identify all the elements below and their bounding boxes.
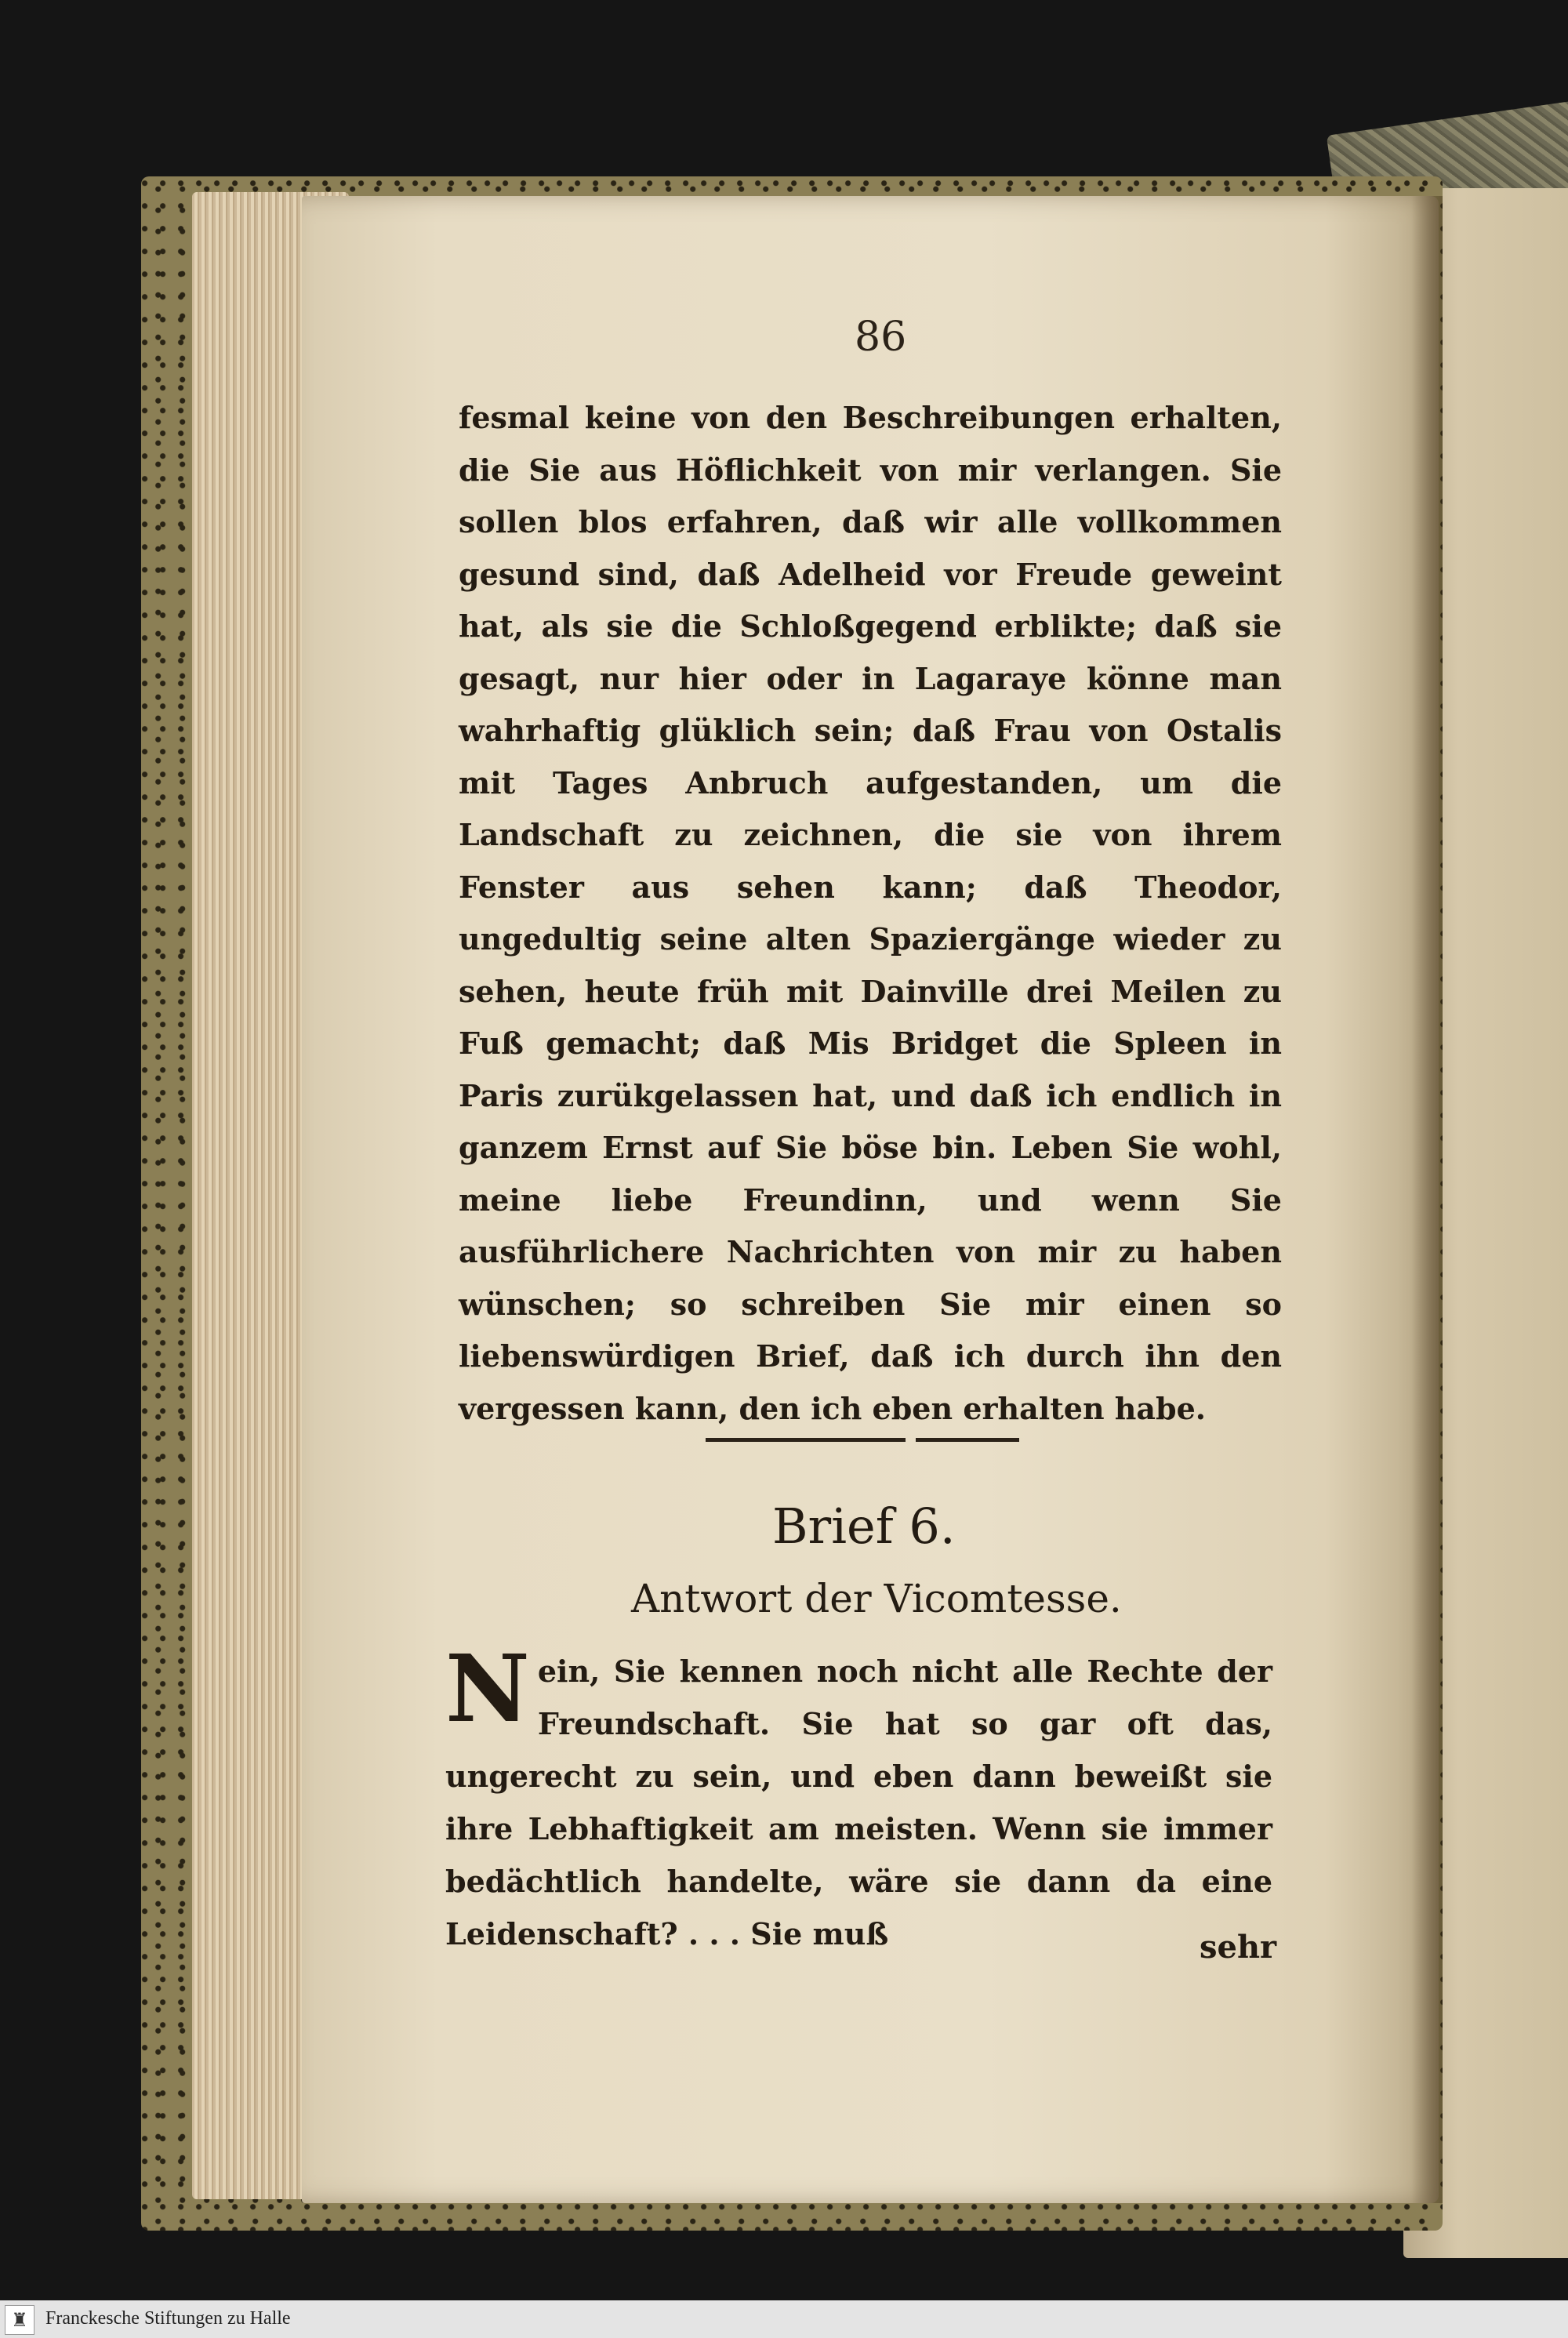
drop-cap: N xyxy=(445,1634,530,1743)
reply-letter-body: ein, Sie kennen noch nicht alle Rechte der Freundschaft. Sie hat so gar oft das, ungerecht zu sein, und eben dann beweißt sie ihre Lebhaftigkeit am meisten. Wenn sie immer bedächtlich handelte, wäre sie dann da eine Leidenschaft? . . . Sie muß xyxy=(445,1654,1272,1951)
footer-bar xyxy=(0,2300,1568,2338)
section-rule-right xyxy=(916,1438,1019,1442)
letter-heading: Brief 6. xyxy=(772,1498,956,1555)
letter-body-text: fesmal keine von den Beschreibungen erhalten, die Sie aus Höflichkeit von mir verlangen. Sie sollen blos erfahren, daß wir alle vollkommen gesund sind, daß Adelheid vor Freude geweint hat, als sie die Schloßgegend erblikte; daß sie gesagt, nur hier oder in Lagaraye könne man wahrhaftig glüklich sein; daß Frau von Ostalis mit Tages Anbruch aufgestanden, um die Landschaft zu zeichnen, die sie von ihrem Fenster aus sehen kann; daß Theodor, ungedultig seine alten Spaziergänge wieder zu sehen, heute früh mit Dainville drei Meilen zu Fuß gemacht; daß Mis Bridget die Spleen in Paris zurükgelassen hat, und daß ich endlich in ganzem Ernst auf Sie böse bin. Leben Sie wohl, meine liebe Freundinn, und wenn Sie ausführlichere Nachrichten von mir zu haben wünschen; so schreiben Sie mir einen so liebenswürdigen Brief, daß ich durch ihn den vergessen kann, den ich eben erhalten habe. xyxy=(459,400,1282,1426)
institution-logo-icon: ♜ xyxy=(5,2305,34,2335)
section-rule-left xyxy=(706,1438,906,1442)
page-number: 86 xyxy=(855,314,907,361)
reply-letter-text xyxy=(445,1634,1272,1960)
spine-shadow xyxy=(1411,196,1443,2203)
letter-subheading: Antwort der Vicomtesse. xyxy=(631,1576,1122,1621)
institution-name: Franckesche Stiftungen zu Halle xyxy=(45,2308,291,2329)
catchword: sehr xyxy=(1200,1929,1277,1966)
